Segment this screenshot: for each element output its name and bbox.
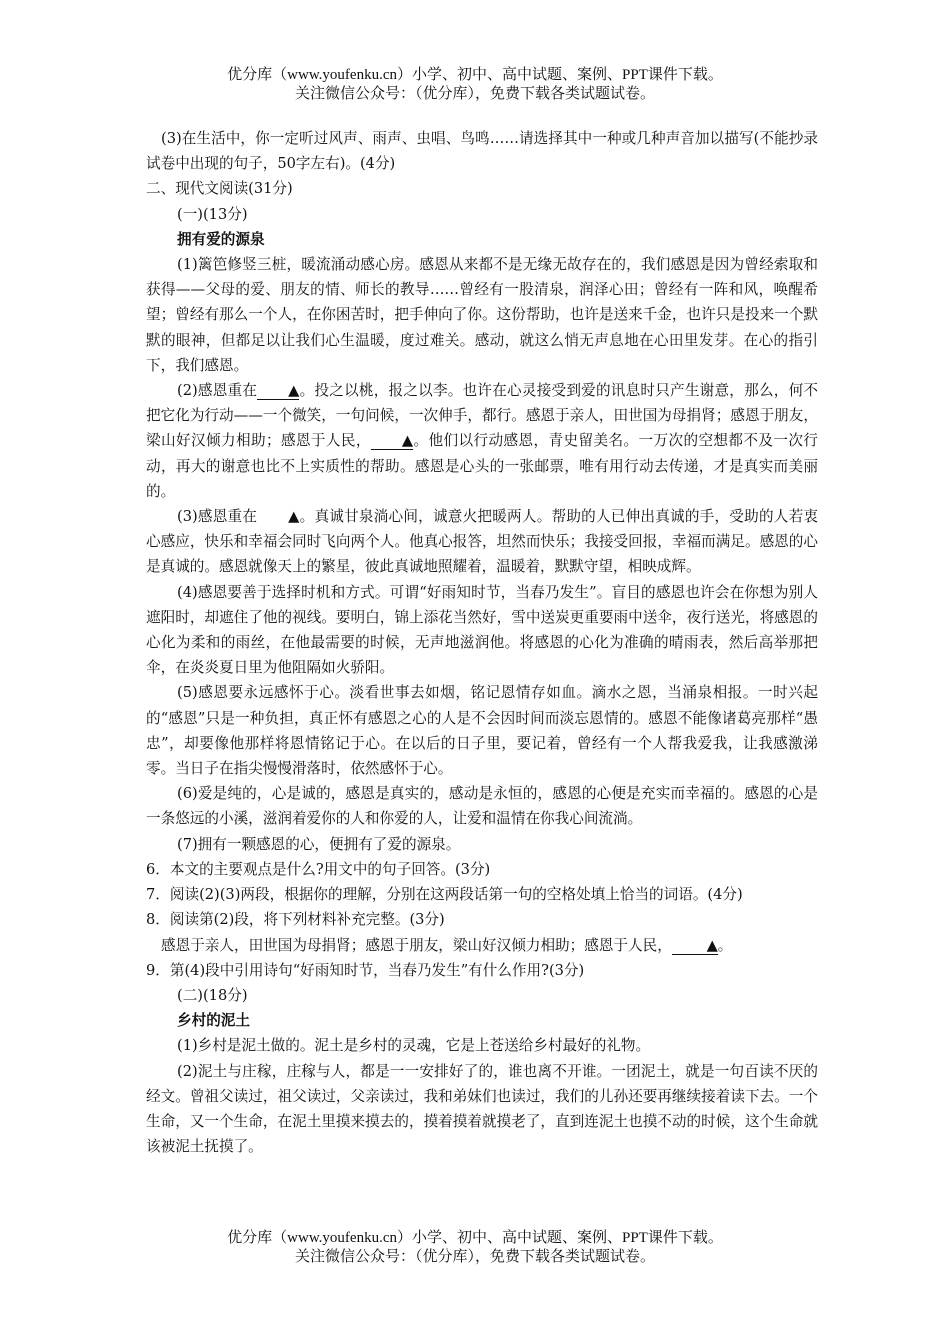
- page-header: [0, 66, 950, 104]
- question-7: 7．阅读(2)(3)两段，根据你的理解，分别在这两段话第一句的空格处填上恰当的词语。(4分): [146, 886, 743, 904]
- part2-label: (二)(18分): [177, 986, 248, 1004]
- question-9: 9．第(4)段中引用诗句“好雨知时节，当春乃发生”有什么作用?(3分): [146, 961, 585, 979]
- footer-line-2: 关注微信公众号：（优分库），免费下载各类试题试卷。: [294, 1249, 655, 1265]
- part1-paragraph-5: (5)感恩要永远感怀于心。淡看世事去如烟，铭记恩情存如血。滴水之恩，当涌泉相报。一时兴起的“感恩”只是一种负担，真正怀有感恩之心的人是不会因时间而淡忘恩情的。感恩不能像诸葛亮那样“愚忠”，却要像他那样将恩情铭记于心。在以后的日子里，要记着，曾经有一个人帮我爱我，让我感激涕零。当日子在指尖慢慢滑落时，依然感怀于心。: [146, 684, 818, 778]
- part1-paragraph-4: (4)感恩要善于选择时机和方式。可谓“好雨知时节，当春乃发生”。盲目的感恩也许会在你想为别人遮阳时，却遮住了他的视线。要明白，锦上添花当然好，雪中送炭更重要雨中送伞，夜行送光，将感恩的心化为柔和的雨丝，在他最需要的时候，无声地滋润他。将感恩的心化为准确的晴雨表，然后高举那把伞，在炎炎夏日里为他阻隔如火骄阳。: [146, 583, 818, 677]
- part1-label: (一)(13分): [177, 205, 248, 223]
- question-8-material: [146, 933, 818, 958]
- p2-middle: 。投之以桃，报之以李。也许在心灵接受到爱的讯息时只产生谢意，那么，何不把它化为行动——一个微笑，一句问候，一次伸手，都行。感恩于亲人，田世国为母捐肾；感恩于朋友，梁山好汉倾力相助；感恩于人民，: [146, 382, 818, 450]
- part1-paragraph-1: (1)篱笆修竖三桩，暖流涌动感心房。感恩从来都不是无缘无故存在的，我们感恩是因为曾经索取和获得——父母的爱、朋友的情、师长的教导……曾经有一股清泉，润泽心田；曾经有一阵和风，唤醒希望；曾经有那么一个人，在你困苦时，把手伸向了你。这份帮助，也许是送来千金，也许只是投来一个默默的眼神，但都足以让我们心生温暖，度过难关。感动，就这么悄无声息地在心田里发芽。在心的指引下，我们感恩。: [146, 256, 818, 374]
- part2-title: 乡村的泥土: [177, 1012, 250, 1030]
- question-6: 6．本文的主要观点是什么?用文中的句子回答。(3分): [146, 860, 491, 878]
- question-8: 8．阅读第(2)段，将下列材料补充完整。(3分): [146, 911, 445, 929]
- p2-start: (2)感恩重在: [177, 382, 258, 400]
- blank-triangle: ▲: [257, 382, 299, 400]
- part1-paragraph-2: [146, 378, 818, 504]
- section-heading: 二、现代文阅读(31分): [146, 180, 293, 198]
- q8-end: 。: [717, 936, 733, 954]
- header-line-2: 关注微信公众号：（优分库），免费下载各类试题试卷。: [294, 86, 655, 102]
- blank-triangle: ▲: [672, 937, 718, 955]
- p3-start: (3)感恩重在: [177, 508, 258, 526]
- blank-triangle: ▲: [288, 508, 300, 526]
- p2-end: 。他们以行动感恩，青史留美名。一万次的空想都不及一次行动，再大的谢意也比不上实质性的帮助。感恩是心头的一张邮票，唯有用行动去传递，才是真实而美丽的。: [146, 432, 818, 500]
- part2-paragraph-2: (2)泥土与庄稼，庄稼与人，都是一一安排好了的，谁也离不开谁。一团泥土，就是一句百读不厌的经文。曾祖父读过，祖父读过，父亲读过，我和弟妹们也读过，我们的儿孙还要再继续接着读下去。一个生命，又一个生命，在泥土里摸来摸去的，摸着摸着就摸老了，直到连泥土也摸不动的时候，这个生命就该被泥土抚摸了。: [146, 1062, 818, 1156]
- header-line-1: 优分库（www.youfenku.cn）小学、初中、高中试题、案例、PPT课件下载。: [227, 67, 723, 83]
- p3-end: 。真诚甘泉淌心间，诚意火把暖两人。帮助的人已伸出真诚的手，受助的人若衷心感应，快乐和幸福会同时飞向两个人。他真心报答，坦然而快乐；我接受回报，幸福而满足。感恩的心是真诚的。感恩就像天上的繁星，彼此真诚地照耀着，温暖着，默默守望，相映成辉。: [146, 508, 818, 576]
- page-footer: [0, 1229, 950, 1267]
- footer-line-1: 优分库（www.youfenku.cn）小学、初中、高中试题、案例、PPT课件下载。: [227, 1230, 723, 1246]
- part1-title: 拥有爱的源泉: [177, 230, 265, 248]
- document-body: [146, 126, 818, 1159]
- part2-paragraph-1: (1)乡村是泥土做的。泥土是乡村的灵魂，它是上苍送给乡村最好的礼物。: [177, 1037, 651, 1055]
- blank-triangle: ▲: [371, 432, 413, 450]
- part1-paragraph-6: (6)爱是纯的，心是诚的，感恩是真实的，感动是永恒的，感恩的心便是充实而幸福的。感恩的心是一条悠远的小溪，滋润着爱你的人和你爱的人，让爱和温情在你我心间流淌。: [146, 785, 818, 828]
- part1-paragraph-7: (7)拥有一颗感恩的心，便拥有了爱的源泉。: [177, 835, 461, 853]
- q8-text: 感恩于亲人，田世国为母捐肾；感恩于朋友，梁山好汉倾力相助；感恩于人民，: [161, 936, 672, 954]
- question-3: (3)在生活中，你一定听过风声、雨声、虫唱、鸟鸣……请选择其中一种或几种声音加以描写(不能抄录试卷中出现的句子，50字左右)。(4分): [146, 130, 818, 173]
- part1-paragraph-3: [146, 504, 818, 580]
